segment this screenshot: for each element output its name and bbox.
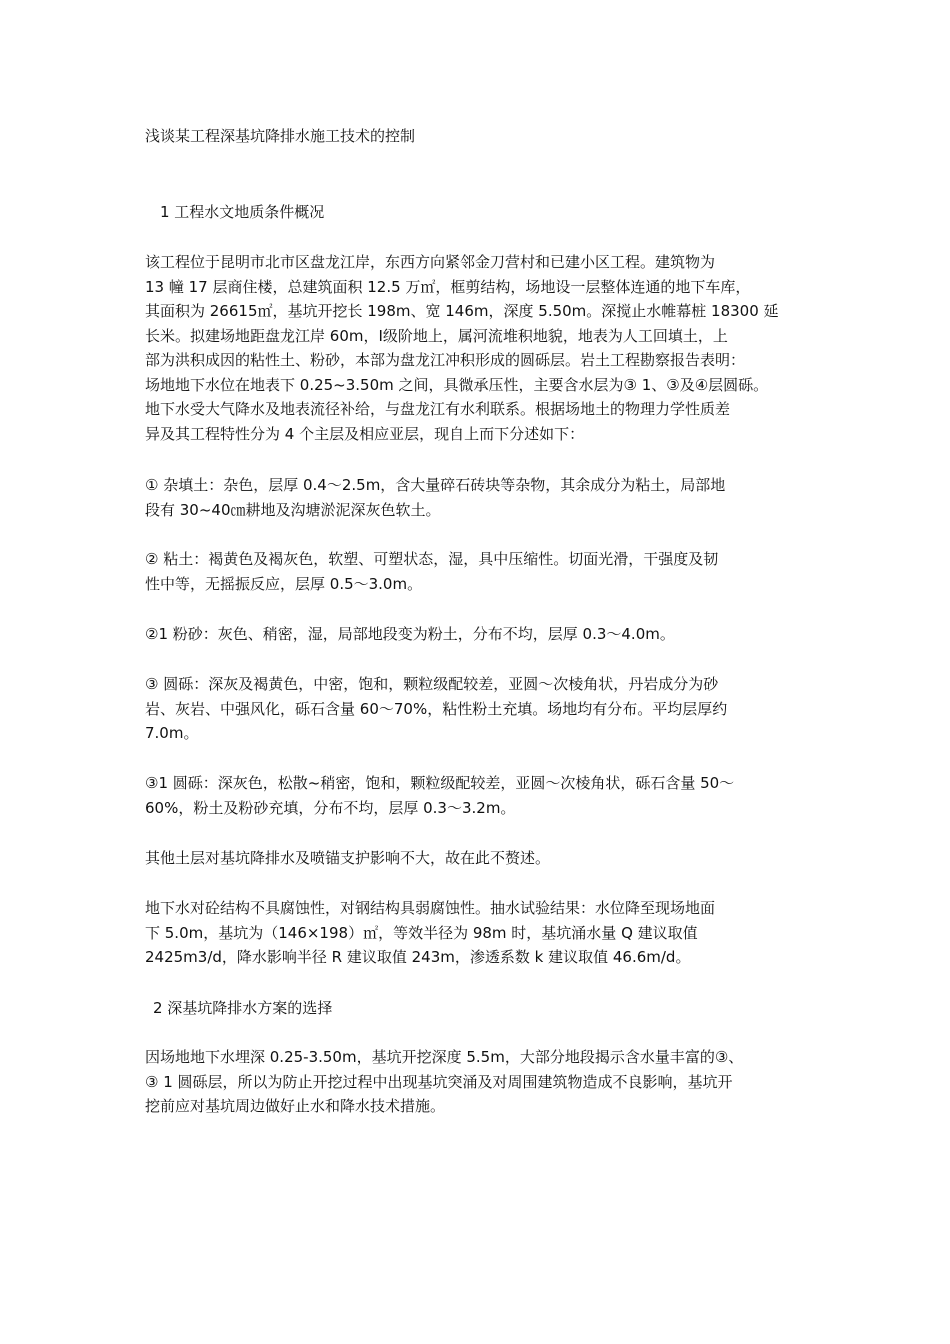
section-heading-1: 1 工程水文地质条件概况 [160,203,325,221]
text-line: 因场地地下水埋深 0.25-3.50m，基坑开挖深度 5.5m，大部分地段揭示含水量丰富的③、 [145,1048,744,1066]
text-line: 性中等，无摇振反应，层厚 0.5～3.0m。 [145,574,423,593]
text-line: 下 5.0m，基坑为（146×198）㎡，等效半径为 98m 时，基坑涌水量 Q 建议取值 [145,923,698,942]
text-line: 13 幢 17 层商住楼，总建筑面积 12.5 万㎡，框剪结构，场地设一层整体连通的地下车库， [145,277,751,296]
paragraph-layer-fill-soil [145,473,810,522]
text-line: ②1 粉砂：灰色、稍密，湿，局部地段变为粉土，分布不均，层厚 0.3～4.0m。 [145,625,675,643]
document-title: 浅谈某工程深基坑降排水施工技术的控制 [145,127,416,145]
text-line: 地下水对砼结构不具腐蚀性，对钢结构具弱腐蚀性。抽水试验结果：水位降至现场地面 [145,899,716,917]
text-line: 场地地下水位在地表下 0.25~3.50m 之间，具微承压性，主要含水层为③ 1、③及④层圆砾。 [145,375,769,394]
text-line: 长米。拟建场地距盘龙江岸 60m，Ⅰ级阶地上，属河流堆积地貌，地表为人工回填土，上 [145,326,728,345]
text-line: 段有 30~40㎝耕地及沟塘淤泥深灰色软土。 [145,500,441,519]
paragraph-groundwater [145,896,810,970]
text-line: 7.0m。 [145,724,199,742]
text-line: 地下水受大气降水及地表流径补给，与盘龙江有水利联系。根据场地土的物理力学性质差 [145,400,731,418]
text-line: 2425m3/d，降水影响半径 R 建议取值 243m，渗透系数 k 建议取值 46.6m/d。 [145,948,691,966]
paragraph-layer-clay [145,547,810,596]
text-line: 部为洪积成因的粘性土、粉砂，本部为盘龙江冲积形成的圆砾层。岩土工程勘察报告表明： [145,351,746,369]
paragraph-layer-silty-sand [145,622,810,647]
text-line: 岩、灰岩、中强风化，砾石含量 60～70%，粘性粉土充填。场地均有分布。平均层厚约 [145,699,728,718]
text-line: 其他土层对基坑降排水及喷锚支护影响不大，故在此不赘述。 [145,849,551,867]
text-line: 异及其工程特性分为 4 个主层及相应亚层，现自上而下分述如下： [145,424,585,443]
paragraph-dewatering-plan [145,1045,810,1119]
text-line: 60%，粉土及粉砂充填，分布不均，层厚 0.3～3.2m。 [145,798,516,817]
paragraph-layer-round-gravel [145,672,810,746]
text-line: ③1 圆砾：深灰色，松散~稍密，饱和，颗粒级配较差，亚圆～次棱角状，砾石含量 50～ [145,774,735,792]
paragraph-other-layers [145,846,810,871]
text-line: ① 杂填土：杂色，层厚 0.4～2.5m，含大量碎石砖块等杂物，其余成分为粘土，局部地 [145,476,726,494]
section-heading-2: 2 深基坑降排水方案的选择 [153,999,333,1017]
text-line: 该工程位于昆明市北市区盘龙江岸，东西方向紧邻金刀营村和已建小区工程。建筑物为 [145,253,716,271]
text-line: 挖前应对基坑周边做好止水和降水技术措施。 [145,1097,446,1115]
text-line: 其面积为 26615㎡，基坑开挖长 198m、宽 146m，深度 5.50m。深搅止水帷幕桩 18300 延 [145,302,779,320]
text-line: ③ 圆砾：深灰及褐黄色，中密，饱和，颗粒级配较差，亚圆～次棱角状，丹岩成分为砂 [145,675,719,693]
paragraph-layer-round-gravel-sub [145,771,810,820]
text-line: ③ 1 圆砾层，所以为防止开挖过程中出现基坑突涌及对周围建筑物造成不良影响，基坑开 [145,1072,733,1091]
text-line: ② 粘土：褐黄色及褐灰色，软塑、可塑状态，湿，具中压缩性。切面光滑，干强度及韧 [145,550,719,568]
paragraph-project-overview [145,250,810,446]
